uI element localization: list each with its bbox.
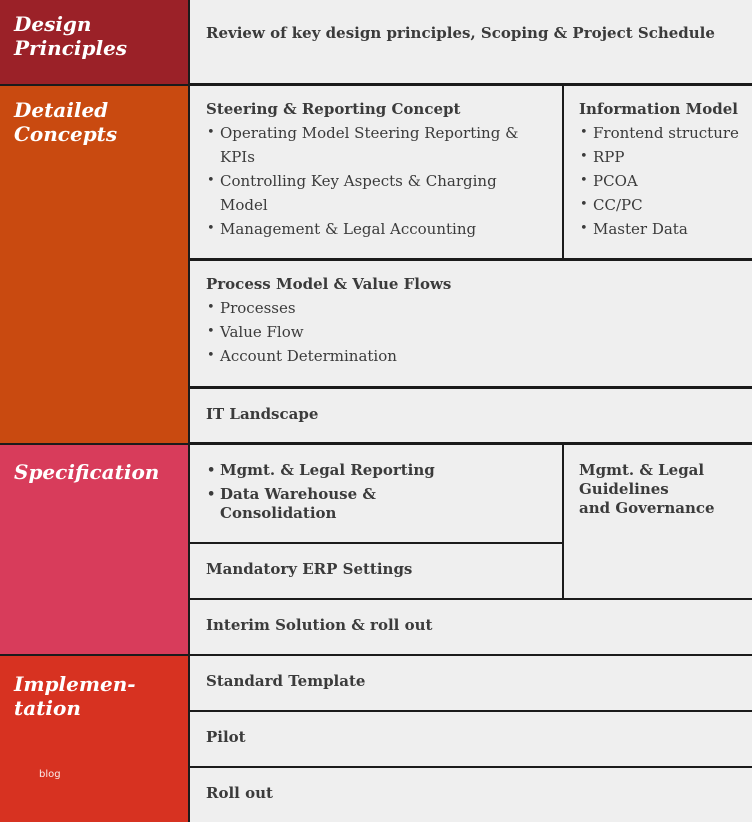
it-landscape-box <box>190 389 752 442</box>
watermark: blog <box>39 769 61 780</box>
pilot-box <box>190 712 752 766</box>
erp-settings-box <box>190 544 562 598</box>
phase-label: Design Principles <box>14 12 128 60</box>
process-model-box <box>190 261 752 386</box>
list-item: • Frontend structure <box>579 121 748 145</box>
steering-title: Steering & Reporting Concept <box>206 100 461 118</box>
design-review-text: Review of key design principles, Scoping & Project Schedule <box>206 24 715 42</box>
rollout-box <box>190 768 752 822</box>
phase-design-principles <box>0 0 188 84</box>
list-item: • Value Flow <box>206 320 736 344</box>
list-item: • CC/PC <box>579 193 748 217</box>
interim-box <box>190 600 752 654</box>
list-item: • Mgmt. & Legal Reporting <box>206 461 546 480</box>
phase-detailed-concepts <box>0 86 188 443</box>
erp-settings-text: Mandatory ERP Settings <box>206 560 413 578</box>
steering-list <box>206 121 546 241</box>
process-list <box>206 296 736 368</box>
info-model-title: Information Model <box>579 100 738 118</box>
list-item: • RPP <box>579 145 748 169</box>
phase-specification <box>0 445 188 654</box>
reporting-box <box>190 445 562 542</box>
process-title: Process Model & Value Flows <box>206 275 452 293</box>
steering-reporting-box <box>190 86 562 258</box>
phase-label-line1: Implemen- <box>14 672 136 696</box>
info-model-list <box>579 121 748 241</box>
interim-text: Interim Solution & roll out <box>206 616 433 634</box>
list-item: • Data Warehouse & Consolidation <box>206 485 400 523</box>
list-item: • Processes <box>206 296 736 320</box>
rollout-text: Roll out <box>206 784 273 802</box>
it-landscape-text: IT Landscape <box>206 405 319 423</box>
list-item: • Controlling Key Aspects & Charging Model <box>206 169 546 217</box>
reporting-list <box>206 461 546 523</box>
list-item: • Operating Model Steering Reporting & KPIs <box>206 121 546 169</box>
list-item: • PCOA <box>579 169 748 193</box>
list-item: • Account Determination <box>206 344 736 368</box>
standard-template-text: Standard Template <box>206 672 366 690</box>
phase-implementation <box>0 656 188 822</box>
phase-label: Detailed Concepts <box>14 98 118 146</box>
guidelines-line1: Mgmt. & Legal Guidelines <box>579 461 705 498</box>
design-review-box <box>190 0 752 83</box>
guidelines-box <box>564 445 752 598</box>
list-item: • Management & Legal Accounting <box>206 217 546 241</box>
information-model-box <box>564 86 752 258</box>
guidelines-line2: and Governance <box>579 499 715 517</box>
list-item: • Master Data <box>579 217 748 241</box>
standard-template-box <box>190 656 752 710</box>
phase-label: Specification <box>14 460 160 484</box>
phase-label-line2: tation <box>14 696 81 720</box>
pilot-text: Pilot <box>206 728 246 746</box>
